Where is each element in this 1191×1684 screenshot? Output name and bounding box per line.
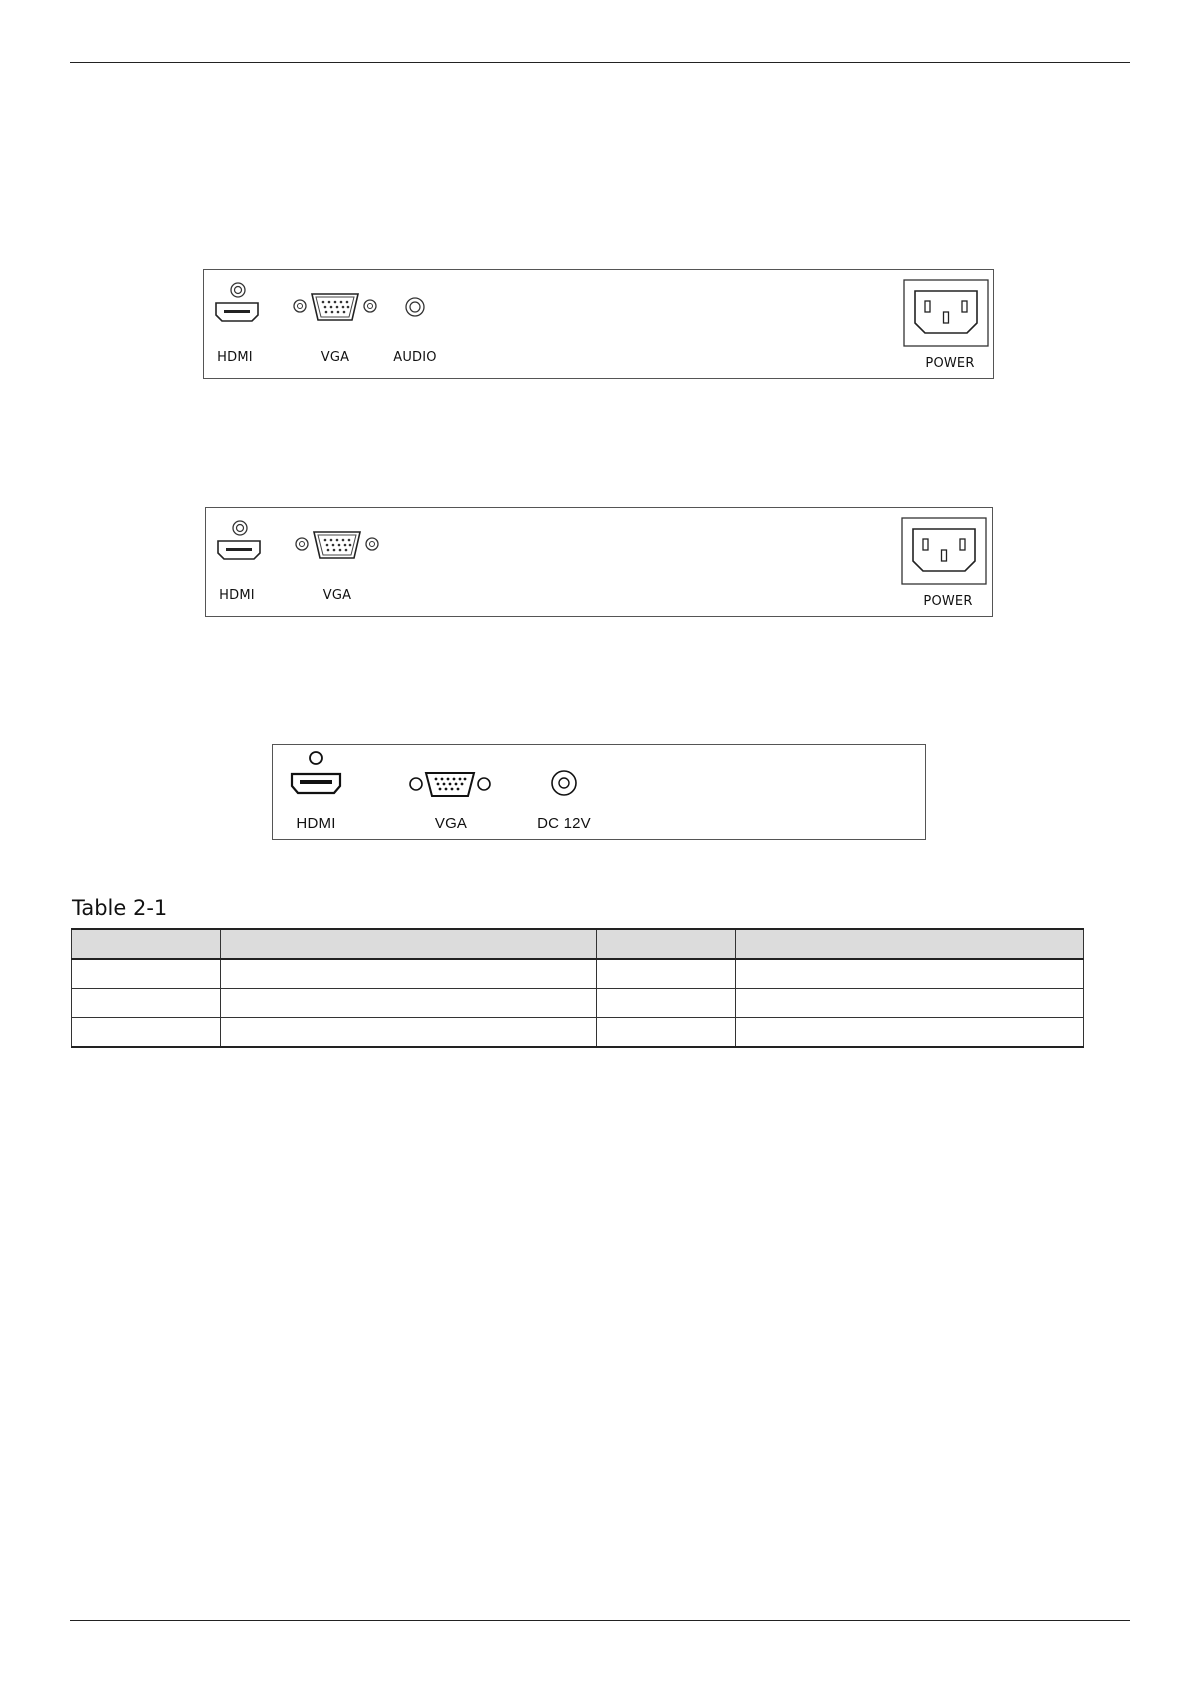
table-cell <box>736 1018 1084 1048</box>
vga-port-icon <box>408 771 492 799</box>
table-row <box>72 1018 1084 1048</box>
port-label-hdmi: HDMI <box>296 815 336 832</box>
vga-port-icon <box>292 290 378 326</box>
connector-table <box>71 928 1084 1048</box>
table-cell <box>72 1018 221 1048</box>
rear-panel-2 <box>205 507 993 617</box>
table-cell <box>736 959 1084 989</box>
table-cell <box>597 959 736 989</box>
hdmi-port-icon <box>289 749 343 797</box>
hdmi-port-icon <box>214 518 262 564</box>
table-cell <box>72 989 221 1018</box>
table-header-row <box>72 929 1084 959</box>
header-rule <box>70 62 1130 63</box>
port-label-hdmi: HDMI <box>219 588 255 603</box>
port-label-hdmi: HDMI <box>217 350 253 365</box>
rear-panel-1 <box>203 269 994 379</box>
port-label-dc-12v: DC 12V <box>537 815 591 832</box>
table-row <box>72 959 1084 989</box>
power-socket-icon <box>901 517 987 585</box>
rear-panel-3 <box>272 744 926 840</box>
table-cell <box>597 1018 736 1048</box>
table-header-cell <box>221 929 597 959</box>
port-label-power: POWER <box>925 356 975 371</box>
table-header-cell <box>597 929 736 959</box>
dc-power-jack-icon <box>549 768 579 798</box>
vga-port-icon <box>294 528 380 564</box>
port-label-vga: VGA <box>322 588 352 603</box>
table-cell <box>221 989 597 1018</box>
port-label-power: POWER <box>923 594 973 609</box>
table-header-cell <box>736 929 1084 959</box>
port-label-vga: VGA <box>434 815 468 832</box>
table-row <box>72 989 1084 1018</box>
footer-rule <box>70 1620 1130 1621</box>
hdmi-port-icon <box>212 280 260 326</box>
table-cell <box>72 959 221 989</box>
power-socket-icon <box>903 279 989 347</box>
port-label-audio: AUDIO <box>393 350 437 365</box>
table-header-cell <box>72 929 221 959</box>
table-cell <box>597 989 736 1018</box>
port-label-vga: VGA <box>320 350 350 365</box>
table-cell <box>736 989 1084 1018</box>
audio-port-icon <box>403 295 427 319</box>
table-caption: Table 2-1 <box>72 896 168 920</box>
table-cell <box>221 959 597 989</box>
table-cell <box>221 1018 597 1048</box>
